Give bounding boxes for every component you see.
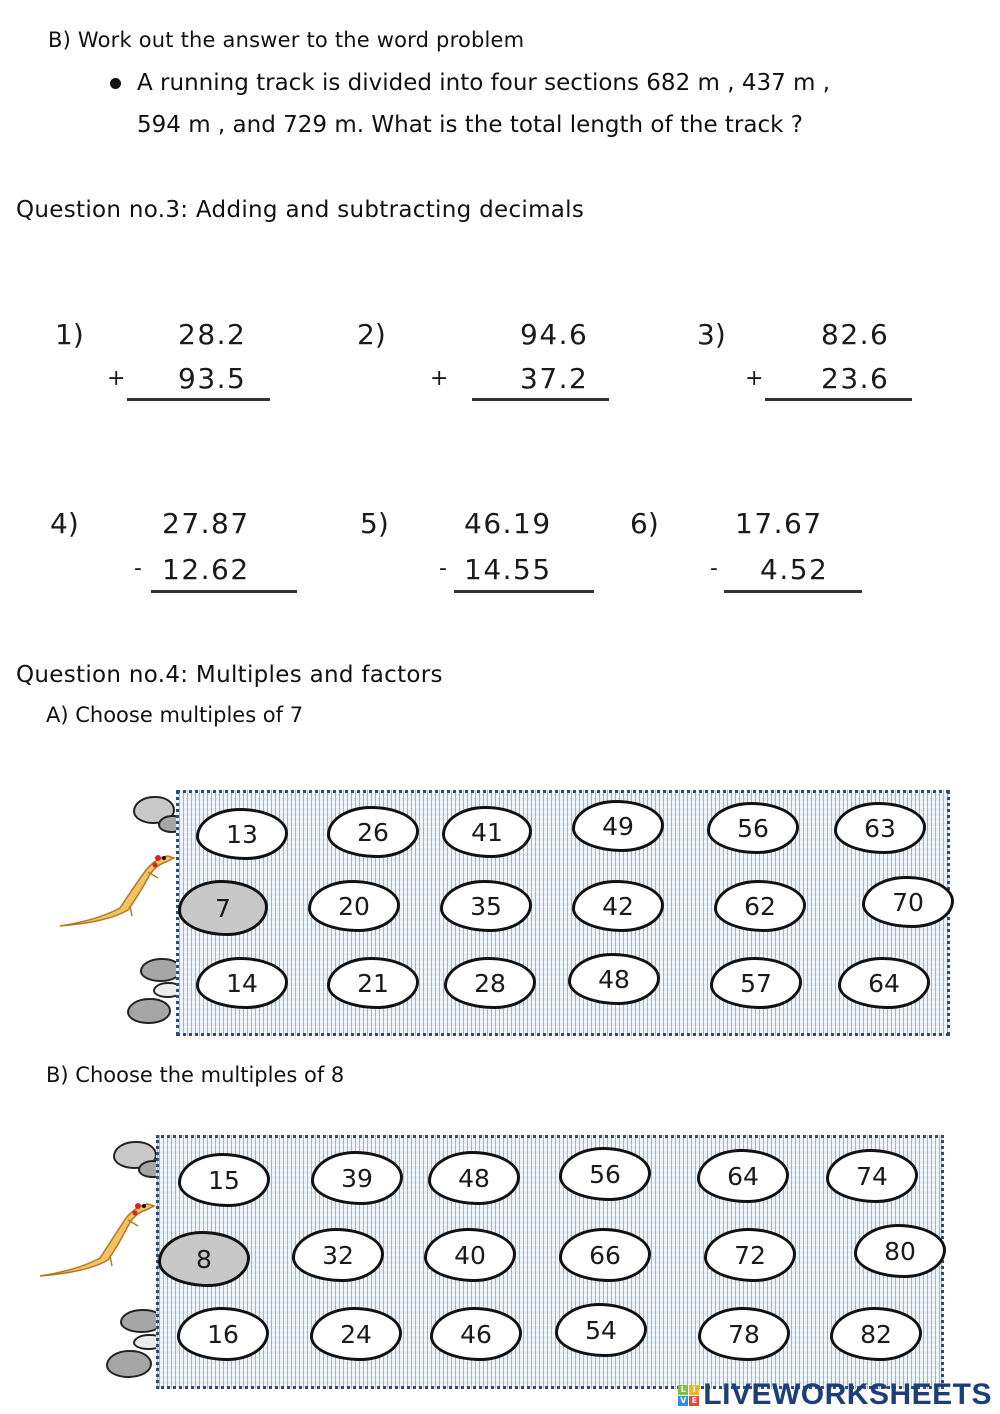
stone-option[interactable]: 26 bbox=[327, 806, 419, 858]
logo-tiles-icon bbox=[678, 1385, 699, 1406]
operator-plus: + bbox=[430, 366, 449, 391]
operator-plus: + bbox=[745, 366, 764, 391]
stone-option[interactable]: 46 bbox=[430, 1307, 522, 1361]
stone-option[interactable]: 48 bbox=[568, 953, 660, 1005]
start-stone: 8 bbox=[158, 1231, 250, 1287]
operator-plus: + bbox=[107, 366, 126, 391]
stone-option[interactable]: 35 bbox=[440, 880, 532, 932]
stone-option[interactable]: 56 bbox=[707, 802, 799, 854]
start-stone: 7 bbox=[178, 880, 268, 936]
stone-option[interactable]: 42 bbox=[572, 880, 664, 932]
stone-option[interactable]: 39 bbox=[311, 1151, 403, 1205]
problem-label: 6) bbox=[630, 507, 659, 540]
part-b-label: B) Choose the multiples of 8 bbox=[46, 1063, 345, 1087]
salamander-icon bbox=[58, 848, 178, 930]
stone-option[interactable]: 66 bbox=[559, 1228, 651, 1282]
word-problem-text-line2: 594 m , and 729 m. What is the total length of the track ? bbox=[137, 112, 803, 138]
stone-option[interactable]: 21 bbox=[327, 957, 419, 1009]
stone-option[interactable]: 32 bbox=[292, 1228, 384, 1282]
logo-tile: E bbox=[689, 1396, 699, 1406]
problem-bottom-number: 4.52 bbox=[760, 553, 829, 586]
stone-option[interactable]: 41 bbox=[442, 806, 532, 858]
operator-minus: - bbox=[439, 556, 447, 581]
stone-option[interactable]: 54 bbox=[555, 1303, 647, 1357]
logo-text: LIVEWORKSHEETS bbox=[703, 1378, 992, 1411]
stone-option[interactable]: 63 bbox=[834, 802, 926, 854]
operator-minus: - bbox=[710, 556, 718, 581]
stone-option[interactable]: 57 bbox=[710, 957, 802, 1009]
problem-bottom-number: 37.2 bbox=[520, 362, 589, 395]
problem-label: 1) bbox=[55, 318, 84, 351]
problem-top-number: 82.6 bbox=[821, 318, 890, 351]
operator-minus: - bbox=[134, 556, 142, 581]
problem-top-number: 28.2 bbox=[178, 318, 247, 351]
answer-line[interactable] bbox=[127, 398, 270, 401]
part-a-label: A) Choose multiples of 7 bbox=[46, 703, 304, 727]
problem-label: 2) bbox=[357, 318, 386, 351]
stone-option[interactable]: 20 bbox=[308, 880, 400, 932]
stone-option[interactable]: 70 bbox=[862, 876, 954, 928]
problem-top-number: 17.67 bbox=[735, 507, 823, 540]
problem-top-number: 94.6 bbox=[520, 318, 589, 351]
rock-icon bbox=[127, 998, 171, 1024]
stone-option[interactable]: 13 bbox=[196, 808, 288, 860]
stone-option[interactable]: 14 bbox=[196, 957, 288, 1009]
answer-line[interactable] bbox=[151, 590, 297, 593]
salamander-icon bbox=[38, 1196, 158, 1280]
logo-tile: I bbox=[689, 1385, 699, 1395]
problem-top-number: 46.19 bbox=[464, 507, 552, 540]
problem-bottom-number: 14.55 bbox=[464, 553, 552, 586]
answer-line[interactable] bbox=[472, 398, 609, 401]
question4-title: Question no.4: Multiples and factors bbox=[16, 662, 443, 688]
stone-option[interactable]: 56 bbox=[559, 1147, 651, 1201]
stone-option[interactable]: 72 bbox=[704, 1228, 796, 1282]
bullet-icon bbox=[110, 78, 121, 89]
stone-option[interactable]: 49 bbox=[572, 800, 664, 852]
rock-icon bbox=[106, 1350, 152, 1378]
stone-option[interactable]: 62 bbox=[714, 880, 806, 932]
stone-option[interactable]: 64 bbox=[697, 1149, 789, 1203]
answer-line[interactable] bbox=[724, 590, 862, 593]
word-problem-heading: B) Work out the answer to the word problem bbox=[48, 28, 525, 52]
problem-top-number: 27.87 bbox=[162, 507, 250, 540]
stone-option[interactable]: 82 bbox=[830, 1307, 922, 1361]
stone-option[interactable]: 74 bbox=[826, 1149, 918, 1203]
answer-line[interactable] bbox=[765, 398, 912, 401]
word-problem-text-line1: A running track is divided into four sections 682 m , 437 m , bbox=[137, 70, 831, 96]
liveworksheets-logo bbox=[678, 1378, 992, 1412]
problem-bottom-number: 12.62 bbox=[162, 553, 250, 586]
problem-label: 3) bbox=[697, 318, 726, 351]
question3-title: Question no.3: Adding and subtracting decimals bbox=[16, 197, 585, 223]
stone-option[interactable]: 24 bbox=[310, 1307, 402, 1361]
answer-line[interactable] bbox=[454, 590, 594, 593]
problem-label: 4) bbox=[50, 507, 79, 540]
stone-option[interactable]: 80 bbox=[854, 1224, 946, 1278]
stone-option[interactable]: 15 bbox=[178, 1153, 270, 1207]
logo-tile: V bbox=[680, 1395, 687, 1405]
problem-bottom-number: 93.5 bbox=[178, 362, 247, 395]
stone-option[interactable]: 64 bbox=[838, 957, 930, 1009]
stone-option[interactable]: 16 bbox=[177, 1307, 269, 1361]
stone-option[interactable]: 78 bbox=[698, 1307, 790, 1361]
stone-option[interactable]: 28 bbox=[444, 957, 536, 1009]
stone-option[interactable]: 40 bbox=[424, 1228, 516, 1282]
logo-tile: L bbox=[678, 1385, 688, 1395]
problem-label: 5) bbox=[360, 507, 389, 540]
stone-option[interactable]: 48 bbox=[428, 1151, 520, 1205]
problem-bottom-number: 23.6 bbox=[821, 362, 890, 395]
